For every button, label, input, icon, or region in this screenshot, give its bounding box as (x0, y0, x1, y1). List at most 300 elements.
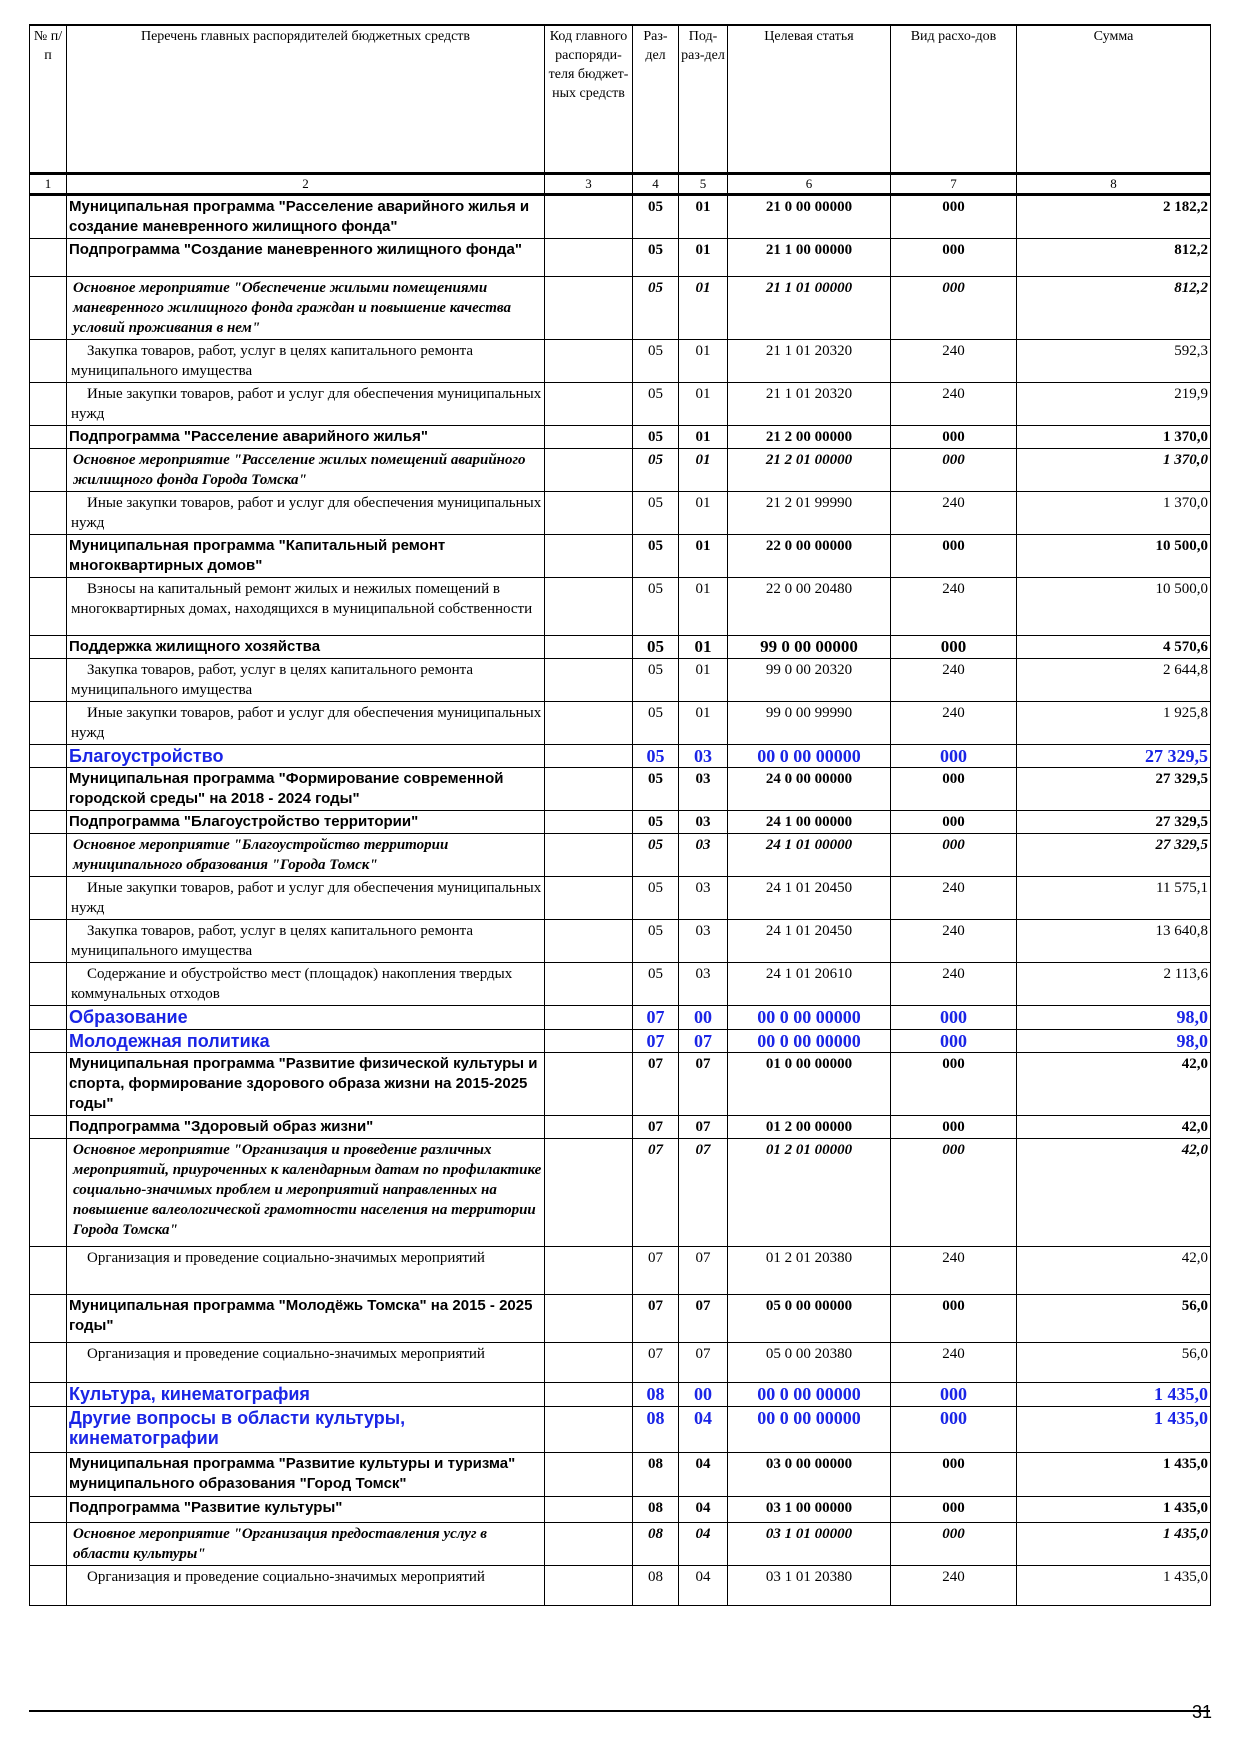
row-podrazdel: 01 (679, 426, 728, 449)
row-vr: 000 (891, 1116, 1017, 1139)
row-vr: 000 (891, 1453, 1017, 1497)
row-vr: 000 (891, 1006, 1017, 1030)
row-number-cell (30, 340, 67, 383)
row-number-cell (30, 1383, 67, 1407)
row-podrazdel: 03 (679, 877, 728, 920)
row-podrazdel: 04 (679, 1453, 728, 1497)
row-code (545, 1523, 633, 1566)
row-podrazdel: 01 (679, 636, 728, 659)
row-podrazdel: 07 (679, 1247, 728, 1295)
row-sum: 10 500,0 (1017, 578, 1211, 636)
column-number: 6 (728, 174, 891, 195)
row-number-cell (30, 535, 67, 578)
row-name-text: Содержание и обустройство мест (площадок) накопления твердых коммунальных отходов (71, 966, 513, 1002)
row-razdel: 05 (633, 768, 679, 811)
row-name (67, 659, 545, 702)
row-name (67, 492, 545, 535)
row-csr: 21 2 01 00000 (728, 449, 891, 492)
row-sum: 98,0 (1017, 1006, 1211, 1030)
table-row (30, 1116, 1211, 1139)
row-razdel: 05 (633, 920, 679, 963)
row-podrazdel: 01 (679, 340, 728, 383)
row-sum: 10 500,0 (1017, 535, 1211, 578)
row-sum: 2 182,2 (1017, 195, 1211, 239)
row-name: Муниципальная программа "Расселение аварийного жилья и создание маневренного жилищного фонда" (67, 195, 545, 239)
row-vr: 240 (891, 1247, 1017, 1295)
row-code (545, 1053, 633, 1116)
row-number-cell (30, 659, 67, 702)
row-code (545, 1566, 633, 1606)
row-podrazdel: 04 (679, 1407, 728, 1453)
row-razdel: 07 (633, 1139, 679, 1247)
row-number-cell (30, 1139, 67, 1247)
row-vr: 240 (891, 963, 1017, 1006)
table-row (30, 1053, 1211, 1116)
row-code (545, 1383, 633, 1407)
row-name: Муниципальная программа "Развитие культуры и туризма" муниципального образования "Город Томск" (67, 1453, 545, 1497)
row-number-cell (30, 877, 67, 920)
table-row (30, 1030, 1211, 1053)
row-sum: 42,0 (1017, 1139, 1211, 1247)
row-code (545, 963, 633, 1006)
row-csr: 21 2 01 99990 (728, 492, 891, 535)
row-name: Подпрограмма "Благоустройство территории" (67, 811, 545, 834)
row-number-cell (30, 1116, 67, 1139)
row-csr: 03 1 01 20380 (728, 1566, 891, 1606)
row-number-cell (30, 195, 67, 239)
row-podrazdel: 07 (679, 1116, 728, 1139)
row-razdel: 07 (633, 1247, 679, 1295)
row-sum: 42,0 (1017, 1116, 1211, 1139)
row-razdel: 07 (633, 1030, 679, 1053)
table-row (30, 1343, 1211, 1383)
row-razdel: 08 (633, 1523, 679, 1566)
row-razdel: 07 (633, 1295, 679, 1343)
row-name: Другие вопросы в области культуры, кинематографии (67, 1407, 545, 1453)
row-sum: 1 435,0 (1017, 1453, 1211, 1497)
row-sum: 2 113,6 (1017, 963, 1211, 1006)
row-code (545, 535, 633, 578)
table-body (30, 195, 1211, 1606)
row-code (545, 1030, 633, 1053)
table-row (30, 1523, 1211, 1566)
header-razdel: Раз-дел (633, 25, 679, 174)
row-vr: 240 (891, 877, 1017, 920)
row-number-cell (30, 277, 67, 340)
table-row (30, 920, 1211, 963)
table-row (30, 768, 1211, 811)
column-number-row (30, 174, 1211, 195)
row-name: Подпрограмма "Здоровый образ жизни" (67, 1116, 545, 1139)
row-podrazdel: 03 (679, 745, 728, 768)
row-vr: 000 (891, 834, 1017, 877)
row-razdel: 05 (633, 877, 679, 920)
row-number-cell (30, 811, 67, 834)
row-number-cell (30, 1523, 67, 1566)
row-vr: 000 (891, 1295, 1017, 1343)
column-number: 3 (545, 174, 633, 195)
row-name: Основное мероприятие "Организация предоставления услуг в области культуры" (67, 1523, 545, 1566)
row-name-text: Организация и проведение социально-значимых мероприятий (87, 1569, 485, 1585)
row-razdel: 07 (633, 1116, 679, 1139)
row-code (545, 426, 633, 449)
row-code (545, 277, 633, 340)
row-vr: 000 (891, 768, 1017, 811)
row-number-cell (30, 636, 67, 659)
row-sum: 1 370,0 (1017, 449, 1211, 492)
row-csr: 24 0 00 00000 (728, 768, 891, 811)
row-podrazdel: 01 (679, 383, 728, 426)
row-podrazdel: 04 (679, 1566, 728, 1606)
row-podrazdel: 07 (679, 1343, 728, 1383)
row-podrazdel: 01 (679, 195, 728, 239)
row-csr: 24 1 01 20450 (728, 877, 891, 920)
row-csr: 01 2 01 00000 (728, 1139, 891, 1247)
header-sum: Сумма (1017, 25, 1211, 174)
row-razdel: 08 (633, 1497, 679, 1523)
row-csr: 00 0 00 00000 (728, 745, 891, 768)
table-bottom-border (29, 1710, 1210, 1712)
row-podrazdel: 01 (679, 239, 728, 277)
row-code (545, 1497, 633, 1523)
table-row (30, 1497, 1211, 1523)
row-sum: 98,0 (1017, 1030, 1211, 1053)
row-razdel: 07 (633, 1343, 679, 1383)
row-sum: 42,0 (1017, 1053, 1211, 1116)
table-row (30, 277, 1211, 340)
row-razdel: 05 (633, 811, 679, 834)
row-csr: 05 0 00 20380 (728, 1343, 891, 1383)
row-csr: 03 1 00 00000 (728, 1497, 891, 1523)
row-code (545, 492, 633, 535)
row-sum: 13 640,8 (1017, 920, 1211, 963)
row-vr: 000 (891, 426, 1017, 449)
row-csr: 05 0 00 00000 (728, 1295, 891, 1343)
row-name: Муниципальная программа "Развитие физической культуры и спорта, формирование здорового образа жизни на 2015-2025 годы" (67, 1053, 545, 1116)
row-number-cell (30, 702, 67, 745)
row-name (67, 383, 545, 426)
row-sum: 27 329,5 (1017, 811, 1211, 834)
row-razdel: 08 (633, 1383, 679, 1407)
row-number-cell (30, 768, 67, 811)
row-name: Культура, кинематография (67, 1383, 545, 1407)
row-code (545, 920, 633, 963)
column-number: 2 (67, 174, 545, 195)
row-code (545, 1006, 633, 1030)
row-name-text: Организация и проведение социально-значимых мероприятий (87, 1346, 485, 1362)
row-csr: 22 0 00 20480 (728, 578, 891, 636)
row-vr: 000 (891, 1523, 1017, 1566)
table-row (30, 877, 1211, 920)
row-name: Муниципальная программа "Молодёжь Томска" на 2015 - 2025 годы" (67, 1295, 545, 1343)
row-razdel: 07 (633, 1006, 679, 1030)
row-code (545, 195, 633, 239)
row-podrazdel: 03 (679, 768, 728, 811)
row-podrazdel: 01 (679, 277, 728, 340)
table-row (30, 1247, 1211, 1295)
row-number-cell (30, 492, 67, 535)
row-podrazdel: 01 (679, 659, 728, 702)
row-csr: 01 2 00 00000 (728, 1116, 891, 1139)
row-number-cell (30, 1030, 67, 1053)
row-podrazdel: 00 (679, 1006, 728, 1030)
row-number-cell (30, 578, 67, 636)
row-razdel: 08 (633, 1566, 679, 1606)
row-csr: 22 0 00 00000 (728, 535, 891, 578)
row-name-text: Закупка товаров, работ, услуг в целях капитального ремонта муниципального имущества (71, 343, 474, 379)
row-name (67, 340, 545, 383)
row-code (545, 578, 633, 636)
row-razdel: 08 (633, 1407, 679, 1453)
row-sum: 4 570,6 (1017, 636, 1211, 659)
row-number-cell (30, 1566, 67, 1606)
row-podrazdel: 01 (679, 702, 728, 745)
header-csr: Целевая статья (728, 25, 891, 174)
row-csr: 24 1 01 20450 (728, 920, 891, 963)
table-row (30, 1295, 1211, 1343)
row-vr: 000 (891, 449, 1017, 492)
row-vr: 000 (891, 1497, 1017, 1523)
row-code (545, 702, 633, 745)
row-code (545, 811, 633, 834)
row-name: Молодежная политика (67, 1030, 545, 1053)
table-row (30, 636, 1211, 659)
row-csr: 01 0 00 00000 (728, 1053, 891, 1116)
row-number-cell (30, 963, 67, 1006)
table-row (30, 578, 1211, 636)
row-name (67, 877, 545, 920)
row-razdel: 05 (633, 492, 679, 535)
row-csr: 03 0 00 00000 (728, 1453, 891, 1497)
row-sum: 1 925,8 (1017, 702, 1211, 745)
row-csr: 21 1 00 00000 (728, 239, 891, 277)
row-vr: 240 (891, 702, 1017, 745)
row-sum: 219,9 (1017, 383, 1211, 426)
row-razdel: 05 (633, 578, 679, 636)
row-razdel: 05 (633, 449, 679, 492)
table-row (30, 659, 1211, 702)
row-name (67, 963, 545, 1006)
row-code (545, 745, 633, 768)
row-csr: 01 2 01 20380 (728, 1247, 891, 1295)
row-podrazdel: 01 (679, 535, 728, 578)
row-razdel: 05 (633, 745, 679, 768)
row-razdel: 05 (633, 834, 679, 877)
row-csr: 24 1 01 00000 (728, 834, 891, 877)
row-vr: 000 (891, 1053, 1017, 1116)
row-name: Благоустройство (67, 745, 545, 768)
header-vr: Вид расхо-дов (891, 25, 1017, 174)
row-razdel: 05 (633, 239, 679, 277)
row-vr: 000 (891, 1139, 1017, 1247)
row-name: Подпрограмма "Создание маневренного жилищного фонда" (67, 239, 545, 277)
row-vr: 000 (891, 636, 1017, 659)
row-razdel: 07 (633, 1053, 679, 1116)
row-sum: 1 435,0 (1017, 1497, 1211, 1523)
row-name: Образование (67, 1006, 545, 1030)
row-number-cell (30, 239, 67, 277)
row-podrazdel: 04 (679, 1497, 728, 1523)
row-sum: 27 329,5 (1017, 768, 1211, 811)
table-row (30, 449, 1211, 492)
table-row (30, 1407, 1211, 1453)
row-number-cell (30, 745, 67, 768)
row-number-cell (30, 1053, 67, 1116)
row-podrazdel: 07 (679, 1030, 728, 1053)
row-sum: 812,2 (1017, 277, 1211, 340)
table-row (30, 195, 1211, 239)
row-csr: 24 1 01 20610 (728, 963, 891, 1006)
row-name (67, 1566, 545, 1606)
header-name: Перечень главных распорядителей бюджетных средств (67, 25, 545, 174)
row-sum: 27 329,5 (1017, 745, 1211, 768)
table-row (30, 702, 1211, 745)
row-csr: 03 1 01 00000 (728, 1523, 891, 1566)
row-name-text: Взносы на капитальный ремонт жилых и нежилых помещений в многоквартирных домах, находящихся в муниципальной собственности (71, 581, 533, 617)
row-sum: 1 435,0 (1017, 1523, 1211, 1566)
table-row (30, 426, 1211, 449)
row-razdel: 05 (633, 426, 679, 449)
row-csr: 00 0 00 00000 (728, 1030, 891, 1053)
row-csr: 00 0 00 00000 (728, 1407, 891, 1453)
row-name (67, 702, 545, 745)
row-sum: 27 329,5 (1017, 834, 1211, 877)
row-podrazdel: 07 (679, 1053, 728, 1116)
row-name-text: Закупка товаров, работ, услуг в целях капитального ремонта муниципального имущества (71, 923, 474, 959)
row-vr: 000 (891, 239, 1017, 277)
table-row (30, 239, 1211, 277)
column-number: 1 (30, 174, 67, 195)
row-name: Муниципальная программа "Формирование современной городской среды" на 2018 - 2024 годы" (67, 768, 545, 811)
row-name (67, 1343, 545, 1383)
row-podrazdel: 03 (679, 963, 728, 1006)
row-name (67, 1247, 545, 1295)
table-row (30, 834, 1211, 877)
row-sum: 592,3 (1017, 340, 1211, 383)
row-vr: 240 (891, 383, 1017, 426)
row-podrazdel: 00 (679, 1383, 728, 1407)
table-row (30, 1566, 1211, 1606)
row-name: Основное мероприятие "Благоустройство территории муниципального образования "Города Томск" (67, 834, 545, 877)
row-code (545, 636, 633, 659)
row-sum: 812,2 (1017, 239, 1211, 277)
row-code (545, 1453, 633, 1497)
row-razdel: 05 (633, 277, 679, 340)
row-code (545, 877, 633, 920)
row-code (545, 239, 633, 277)
row-name: Подпрограмма "Расселение аварийного жилья" (67, 426, 545, 449)
row-vr: 000 (891, 1383, 1017, 1407)
row-name (67, 920, 545, 963)
row-vr: 000 (891, 1407, 1017, 1453)
row-number-cell (30, 1497, 67, 1523)
row-name-text: Иные закупки товаров, работ и услуг для обеспечения муниципальных нужд (71, 495, 542, 531)
row-razdel: 05 (633, 659, 679, 702)
table-row (30, 535, 1211, 578)
budget-table (29, 24, 1211, 1606)
row-name-text: Организация и проведение социально-значимых мероприятий (87, 1250, 485, 1266)
row-vr: 000 (891, 1030, 1017, 1053)
column-number: 7 (891, 174, 1017, 195)
row-vr: 000 (891, 535, 1017, 578)
row-razdel: 05 (633, 195, 679, 239)
row-csr: 21 1 01 00000 (728, 277, 891, 340)
row-number-cell (30, 1295, 67, 1343)
row-csr: 00 0 00 00000 (728, 1383, 891, 1407)
row-sum: 1 370,0 (1017, 492, 1211, 535)
row-csr: 00 0 00 00000 (728, 1006, 891, 1030)
row-number-cell (30, 1453, 67, 1497)
page-number: 31 (1192, 1702, 1213, 1722)
row-csr: 99 0 00 00000 (728, 636, 891, 659)
table-row (30, 811, 1211, 834)
row-vr: 240 (891, 340, 1017, 383)
table-row (30, 1383, 1211, 1407)
row-sum: 42,0 (1017, 1247, 1211, 1295)
row-name: Основное мероприятие "Расселение жилых помещений аварийного жилищного фонда Города Томска" (67, 449, 545, 492)
header-code: Код главного распоряди-теля бюджет-ных средств (545, 25, 633, 174)
row-code (545, 1139, 633, 1247)
row-code (545, 383, 633, 426)
row-code (545, 449, 633, 492)
row-csr: 21 1 01 20320 (728, 340, 891, 383)
row-code (545, 1343, 633, 1383)
table-row (30, 745, 1211, 768)
row-vr: 240 (891, 1343, 1017, 1383)
row-number-cell (30, 1407, 67, 1453)
row-podrazdel: 07 (679, 1139, 728, 1247)
row-sum: 1 435,0 (1017, 1407, 1211, 1453)
row-code (545, 834, 633, 877)
row-razdel: 05 (633, 963, 679, 1006)
table-row (30, 383, 1211, 426)
row-code (545, 1407, 633, 1453)
row-name: Подпрограмма "Развитие культуры" (67, 1497, 545, 1523)
row-vr: 240 (891, 578, 1017, 636)
row-vr: 240 (891, 920, 1017, 963)
row-name-text: Иные закупки товаров, работ и услуг для обеспечения муниципальных нужд (71, 386, 542, 422)
row-name: Основное мероприятие "Обеспечение жилыми помещениями маневренного жилищного фонда граждан и повышение качества условий проживания в нем" (67, 277, 545, 340)
row-sum: 1 435,0 (1017, 1566, 1211, 1606)
row-sum: 56,0 (1017, 1295, 1211, 1343)
row-podrazdel: 03 (679, 920, 728, 963)
row-podrazdel: 03 (679, 834, 728, 877)
row-podrazdel: 07 (679, 1295, 728, 1343)
row-vr: 000 (891, 277, 1017, 340)
row-podrazdel: 01 (679, 578, 728, 636)
table-row (30, 1453, 1211, 1497)
row-code (545, 768, 633, 811)
row-code (545, 1295, 633, 1343)
row-number-cell (30, 834, 67, 877)
row-csr: 99 0 00 20320 (728, 659, 891, 702)
row-vr: 240 (891, 492, 1017, 535)
row-number-cell (30, 1247, 67, 1295)
table-row (30, 1006, 1211, 1030)
row-number-cell (30, 920, 67, 963)
row-razdel: 05 (633, 702, 679, 745)
table-row (30, 1139, 1211, 1247)
row-csr: 99 0 00 99990 (728, 702, 891, 745)
row-razdel: 08 (633, 1453, 679, 1497)
row-code (545, 659, 633, 702)
row-code (545, 1247, 633, 1295)
header-podrazdel: Под-раз-дел (679, 25, 728, 174)
row-name (67, 578, 545, 636)
row-sum: 1 370,0 (1017, 426, 1211, 449)
row-name: Муниципальная программа "Капитальный ремонт многоквартирных домов" (67, 535, 545, 578)
column-number: 5 (679, 174, 728, 195)
